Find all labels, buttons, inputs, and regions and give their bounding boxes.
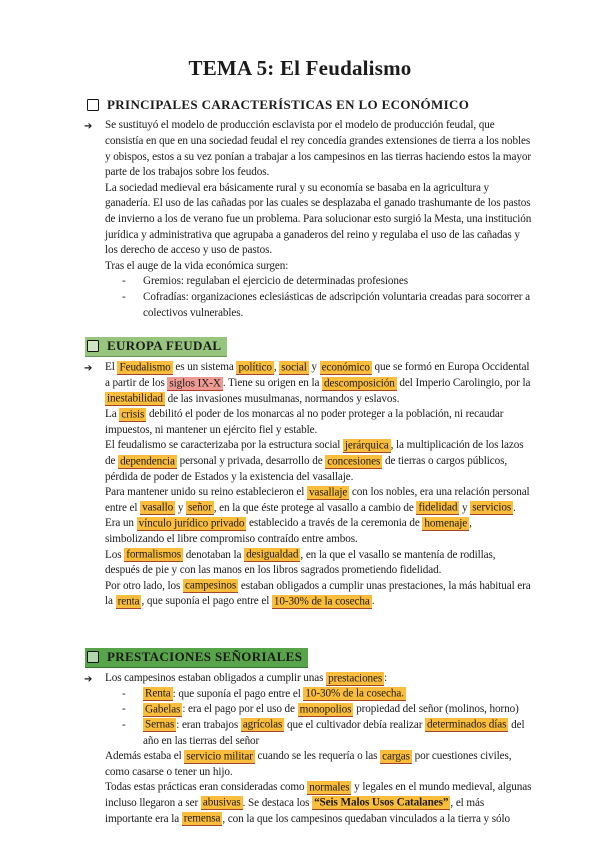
paragraph: Todas estas prácticas eran consideradas como normales y legales en el mundo medieval, algunas incluso llegaron a ser abusivas . Se destaca los “Seis Malos Usos Catalanes” , el más importante era la remensa , con la que los campesinos quedaban vinculados a la tierra y sólo [105,781,532,825]
paragraph: Además estaba el servicio militar cuando se les requería o las cargas por cuestiones civiles, como casarse o tener un hijo. [105,750,512,778]
paragraph: La crisis debilitó el poder de los monarcas al no poder proteger a la población, ni recaudar impuestos, ni mantener un ejército fiel y estable. [105,408,504,436]
paragraph: Los formalismos denotaban la desigualdad , en la que el vasallo se mantenía de rodillas, después de pie y con las manos en los libros sagrados prometiendo fidelidad. [105,548,496,577]
paragraph: Para mantener unido su reino establecieron el vasallaje con los nobles, era una relación personal entre el vasallo y señor , en la que éste protege al vasallo a cambio de fidelidad y servicios . Era un vínculo jurídico privado establecido a través de la ceremonia de homenaje , simbolizando el libre compromiso contraído entre ambos. [105,486,530,545]
highlighted-term: económico [321,361,370,374]
highlighted-term: jerárquica [344,439,389,452]
highlighted-term: “Seis Malos Usos Catalanes” [314,796,449,809]
section-header [85,96,532,115]
paragraph: - Sernas : eran trabajos agrícolas que el cultivador debía realizar determinados días del año en las tierras del señor [122,718,525,747]
highlighted-term: Feudalismo [119,361,171,374]
highlighted-term: señor [188,501,212,514]
section-title: PRINCIPALES CARACTERÍSTICAS EN LO ECONÓMICO [107,97,470,113]
highlighted-term: vasallaje [308,486,348,499]
section-title: EUROPA FEUDAL [107,338,222,354]
highlighted-term: monopolios [299,703,352,716]
highlighted-term: agrícolas [242,718,283,731]
highlighted-term: 10-30% de la cosecha [273,595,370,608]
highlighted-term: social [281,361,307,374]
highlighted-term: normales [309,781,350,794]
dash-bullet-icon: - [122,291,126,303]
highlighted-term: prestaciones [328,672,383,685]
highlighted-term: 10-30% de la cosecha. [305,687,404,700]
paragraph: El feudalismo se caracterizaba por la estructura social jerárquica , la multiplicación de los lazos de dependencia personal y privada, desarrollo de concesiones de tierras o cargos públicos, pérdida de poder de Estados y la existencia del vasallaje. [105,439,524,483]
highlighted-term: fidelidad [418,501,458,514]
highlighted-term: crisis [121,408,145,421]
highlighted-term: político [238,361,272,374]
section-header-band [85,337,227,357]
highlighted-term: campesinos [184,579,237,592]
highlighted-term: concesiones [327,455,381,467]
section-header-band [85,96,475,115]
paragraph: ➔ El Feudalismo es un sistema político , social y económico que se formó en Europa Occidental a partir de los siglos IX-X . Tiene su origen en la descomposición del Imperio Carolingio, por la inestabilidad de las invasiones musulmanas, normandos y eslavos. [84,361,531,405]
paragraph: Por otro lado, los campesinos estaban obligados a cumplir unas prestaciones, la más habitual era la renta , que suponía el pago entre el 10-30% de la cosecha . [105,579,531,608]
dash-bullet-icon: - [122,275,126,288]
highlighted-term: siglos IX-X [169,377,221,390]
paragraph: Tras el auge de la vida económica surgen: [105,259,289,272]
highlighted-term: renta [117,595,140,608]
arrow-bullet-icon: ➔ [84,363,93,375]
highlighted-term: remensa [183,812,221,825]
highlighted-term: desigualdad [246,548,299,561]
section-header-band [85,648,308,668]
checkbox-icon [87,99,99,111]
highlighted-term: servicios [472,501,512,514]
section [85,96,532,321]
paragraph: - Gabelas : era el pago por el uso de monopolios propiedad del señor (molinos, horno) [143,702,532,718]
section [85,337,532,610]
highlighted-term: vínculo jurídico privado [138,517,245,530]
highlighted-term: cargas [382,750,410,763]
highlighted-term: inestabilidad [107,392,163,405]
section-header [85,337,532,357]
dash-bullet-icon: - [122,718,126,731]
highlighted-term: Renta [145,687,171,700]
highlighted-term: Gabelas [145,703,181,716]
paragraph: - Gremios: regulaban el ejercicio de determinadas profesiones [143,274,532,290]
highlighted-term: determinados días [427,718,507,731]
paragraph: La sociedad medieval era básicamente rural y su economía se basaba en la agricultura y ganadería. El uso de las cañadas por las cuales se desplazaba el ganado trashumante de los pastos de invierno a los de verano fue un problema. Para solucionar esto surgió la Mesta, una institución jurídica y administrativa que agrupaba a ganaderos del reino y regulaba el uso de las cañadas y los derecho de acceso y uso de pastos. [105,181,532,257]
sections-container [0,96,600,827]
highlighted-term: Sernas [145,718,175,731]
paragraph: - Cofradías: organizaciones eclesiásticas de adscripción voluntaria creadas para socorrer a colectivos vulnerables. [122,291,530,319]
arrow-bullet-icon: ➔ [84,674,93,686]
checkbox-icon [87,651,99,663]
paragraph: ➔ Se sustituyó el modelo de producción esclavista por el modelo de producción feudal, que consistía en que en una sociedad feudal el rey concedía grandes extensiones de tierra a los nobles y obispos, estos a su vez ponían a trabajar a los campesinos en las tierras haciendo estos la mayor parte de los trabajos sobre los feudos. [84,119,531,179]
highlighted-term: formalismos [126,548,182,561]
section [85,648,532,827]
highlighted-term: abusivas [202,796,241,809]
section-header [85,648,532,668]
dash-bullet-icon: - [122,703,126,716]
highlighted-term: homenaje [424,517,468,530]
page-title: TEMA 5: El Feudalismo [188,56,412,80]
highlighted-term: servicio militar [186,750,253,763]
paragraph: ➔ Los campesinos estaban obligados a cumplir unas prestaciones : [105,671,532,687]
paragraph: - Renta : que suponía el pago entre el 10-30% de la cosecha. [143,687,532,703]
highlighted-term: descomposición [324,377,395,390]
dash-bullet-icon: - [122,687,126,700]
checkbox-icon [87,340,99,352]
highlighted-term: vasallo [142,501,174,514]
section-title: PRESTACIONES SEÑORIALES [107,648,303,664]
highlighted-term: dependencia [120,455,175,467]
arrow-bullet-icon: ➔ [84,121,93,133]
